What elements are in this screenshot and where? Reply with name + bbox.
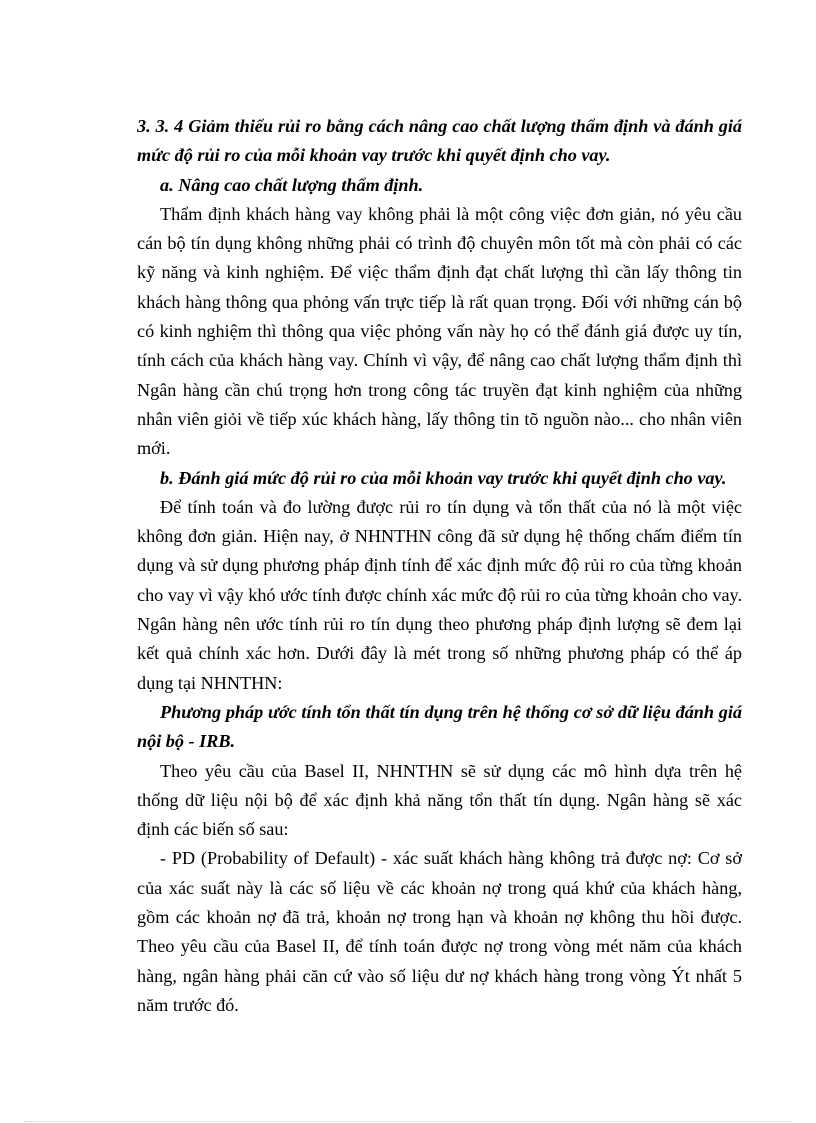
section-heading: 3. 3. 4 Giảm thiểu rủi ro bằng cách nâng cao chất lượng thẩm định và đánh giá mức độ rủi ro của mỗi khoản vay trước khi quyết định cho vay. — [137, 116, 742, 166]
subsection-title-a: a. Nâng cao chất lượng thẩm định. — [160, 174, 424, 195]
paragraph-b: Để tính toán và đo lường được rủi ro tín dụng và tổn thất của nó là một việc không đơn giản. Hiện nay, ở NHNTHN công đã sử dụng hệ thống chấm điểm tín dụng và sử dụng phương pháp định tính để xác định mức độ rủi ro của từng khoản cho vay vì vậy khó ước tính được chính xác mức độ rủi ro của từng khoản cho vay. Ngân hàng nên ước tính rủi ro tín dụng theo phương pháp định lượng sẽ đem lại kết quả chính xác hơn. Dưới đây là mét trong số những phương pháp có thể áp dụng tại NHNTHN: — [137, 496, 742, 693]
paragraph-irb: Theo yêu cầu của Basel II, NHNTHN sẽ sử dụng các mô hình dựa trên hệ thống dữ liệu nội bộ để xác định khả năng tổn thất tín dụng. Ngân hàng sẽ xác định các biến số sau: — [137, 760, 742, 840]
document-body — [137, 112, 742, 1020]
irb-method-title: Phương pháp ước tính tổn thất tín dụng trên hệ thống cơ sở dữ liệu đánh giá nội bộ - IRB. — [137, 701, 742, 752]
page-bottom-divider — [24, 1121, 792, 1122]
subsection-title-b: b. Đánh giá mức độ rủi ro của mỗi khoản vay trước khi quyết định cho vay. — [160, 467, 727, 488]
list-item-pd: - PD (Probability of Default) - xác suất khách hàng không trả được nợ: Cơ sở của xác suất này là các số liệu về các khoản nợ trong quá khứ của khách hàng, gồm các khoản nợ đã trả, khoản nợ trong hạn và khoản nợ không thu hồi được. Theo yêu cầu của Basel II, để tính toán được nợ trong vòng mét năm của khách hàng, ngân hàng phải căn cứ vào số liệu dư nợ khách hàng trong vòng Ýt nhất 5 năm trước đó. — [137, 848, 742, 1015]
paragraph-a: Thẩm định khách hàng vay không phải là một công việc đơn giản, nó yêu cầu cán bộ tín dụng không những phải có trình độ chuyên môn tốt mà còn phải có các kỹ năng và kinh nghiệm. Để việc thẩm định đạt chất lượng thì cần lấy thông tin khách hàng thông qua phỏng vấn trực tiếp là rất quan trọng. Đối với những cán bộ có kinh nghiệm thì thông qua việc phỏng vấn này họ có thể đánh giá được uy tín, tính cách của khách hàng vay. Chính vì vậy, để nâng cao chất lượng thẩm định thì Ngân hàng cần chú trọng hơn trong công tác truyền đạt kinh nghiệm của những nhân viên giỏi về tiếp xúc khách hàng, lấy thông tin tõ nguồn nào... cho nhân viên mới. — [137, 203, 742, 459]
